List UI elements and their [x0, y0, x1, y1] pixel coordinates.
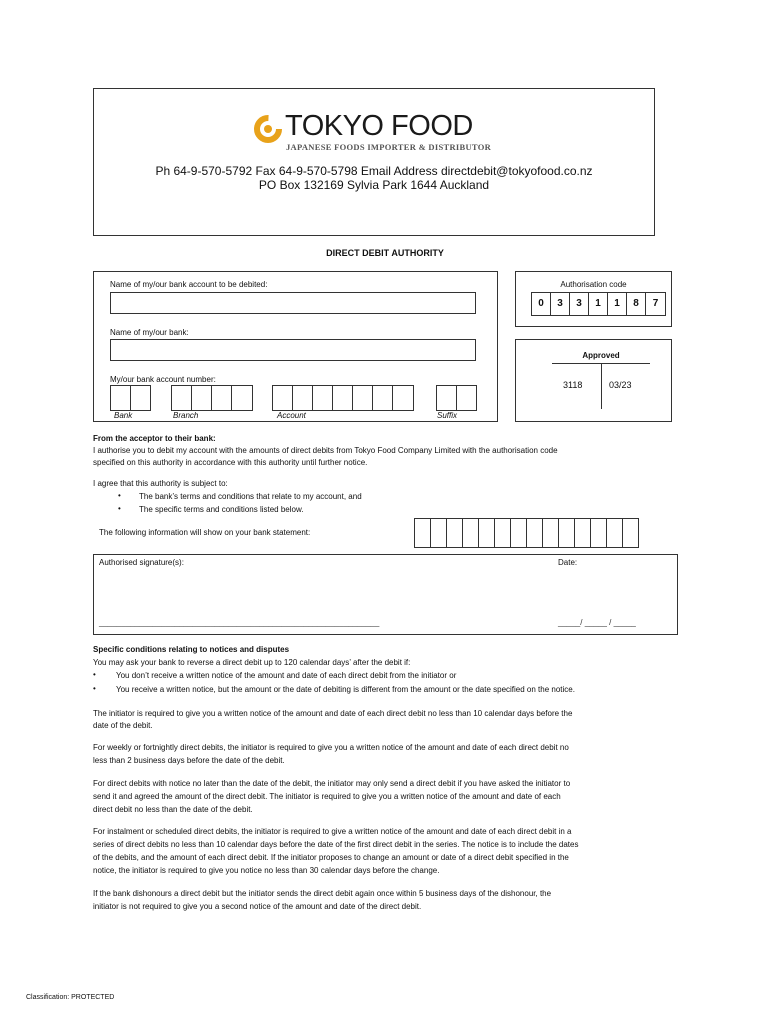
signature-label: Authorised signature(s): — [99, 558, 184, 567]
conditions-heading: Specific conditions relating to notices and disputes — [93, 645, 290, 654]
condition-paragraph-line: send it and agreed the amount of the direct debit. The initiator is required to give you a written notice of the amount and date of each — [93, 792, 561, 801]
acceptor-heading: From the acceptor to their bank: — [93, 434, 216, 443]
auth-code-digit: 8 — [627, 293, 646, 315]
approved-number: 3118 — [563, 380, 583, 390]
caption-account: Account — [277, 411, 306, 420]
caption-bank: Bank — [114, 411, 133, 420]
conditions-intro: You may ask your bank to reverse a direct debit up to 120 calendar days’ after the debit if: — [93, 658, 411, 667]
approved-divider — [601, 363, 602, 409]
acceptor-text-line: specified on this authority in accordance with this authority until further notice. — [93, 458, 368, 467]
bullet-icon: • — [118, 491, 121, 500]
condition-paragraph-line: If the bank dishonours a direct debit but the initiator sends the direct debit again once within 5 business days of the dishonour, the — [93, 889, 552, 898]
date-line: _____/ _____ / _____ — [558, 618, 636, 627]
company-logo — [253, 112, 503, 154]
bullet-icon: • — [93, 670, 96, 679]
agree-intro: I agree that this authority is subject to: — [93, 479, 228, 488]
auth-code-digit: 3 — [551, 293, 570, 315]
contact-line: Ph 64-9-570-5792 Fax 64-9-570-5798 Email Address directdebit@tokyofood.co.nz — [155, 164, 593, 178]
date-label: Date: — [558, 558, 578, 567]
approved-date: 03/23 — [609, 380, 632, 390]
classification-footer: Classification: PROTECTED — [26, 994, 115, 1001]
condition-paragraph-line: For weekly or fortnightly direct debits, the initiator is required to give you a written notice of the amount and date of each direct debit no — [93, 743, 569, 752]
caption-branch: Branch — [173, 411, 199, 420]
auth-code-digit: 3 — [570, 293, 589, 315]
condition-paragraph-line: The initiator is required to give you a written notice of the amount and date of each direct debit no less than 10 calendar days before the — [93, 709, 573, 718]
auth-code-digit: 1 — [589, 293, 608, 315]
logo-tagline: JAPANESE FOODS IMPORTER & DISTRIBUTOR — [286, 142, 492, 152]
caption-suffix: Suffix — [437, 411, 458, 420]
statement-label: The following information will show on your bank statement: — [99, 528, 311, 537]
account-code-field[interactable] — [272, 385, 414, 411]
bullet-icon: • — [93, 684, 96, 693]
address-line: PO Box 132169 Sylvia Park 1644 Auckland — [258, 178, 490, 192]
condition-paragraph-line: initiator is not required to give you a second notice of the amount and date of the direct debit. — [93, 902, 422, 911]
logo-wordmark: TOKYO FOOD — [285, 110, 473, 142]
auth-code-digit: 7 — [652, 298, 659, 309]
bullet-icon: • — [118, 504, 121, 513]
agree-item: The specific terms and conditions listed below. — [139, 505, 304, 514]
condition-paragraph-line: notice, the initiator is required to give you notice no less than 30 calendar days before the change. — [93, 866, 440, 875]
suffix-code-field[interactable] — [436, 385, 477, 411]
auth-code-digits — [531, 292, 666, 316]
condition-paragraph-line: date of the debit. — [93, 721, 153, 730]
condition-item: You receive a written notice, but the amount or the date of debiting is different from the amount or the date specified on the notice. — [116, 685, 575, 694]
condition-item: You don’t receive a written notice of the amount and date of each direct debit from the initiator or — [116, 671, 457, 680]
condition-paragraph-line: less than 2 business days before the date of the debit. — [93, 756, 285, 765]
approved-label: Approved — [552, 350, 650, 364]
bank-name-label: Name of my/our bank: — [110, 328, 189, 337]
account-name-label: Name of my/our bank account to be debited: — [110, 280, 268, 289]
condition-paragraph-line: direct debit no less than the date of the debit. — [93, 805, 253, 814]
agree-item: The bank’s terms and conditions that relate to my account, and — [139, 492, 362, 501]
auth-code-digit: 0 — [532, 293, 551, 315]
auth-code-digit: 1 — [608, 293, 627, 315]
account-name-field[interactable] — [110, 292, 476, 314]
bank-code-field[interactable] — [110, 385, 151, 411]
signature-line: _______________________________________________________________ — [99, 618, 380, 627]
branch-code-field[interactable] — [171, 385, 253, 411]
acceptor-text-line: I authorise you to debit my account with the amounts of direct debits from Tokyo Food Company Limited with the authorisation code — [93, 446, 558, 455]
logo-swirl-icon — [253, 114, 283, 144]
condition-paragraph-line: For instalment or scheduled direct debits, the initiator is required to give a written notice of the amount and date of each direct debit in a — [93, 827, 572, 836]
bank-name-field[interactable] — [110, 339, 476, 361]
account-number-label: My/our bank account number: — [110, 375, 216, 384]
condition-paragraph-line: of the debits, and the amount of each direct debit. If the initiator proposes to change an amount or date of a direct debit specified in the — [93, 853, 569, 862]
auth-code-label: Authorisation code — [560, 280, 627, 289]
form-title: DIRECT DEBIT AUTHORITY — [326, 248, 444, 258]
condition-paragraph-line: series of direct debits no less than 10 calendar days before the date of the first direct debit in the series. The notice is to include the dates — [93, 840, 579, 849]
bank-statement-reference-field[interactable] — [414, 518, 639, 548]
condition-paragraph-line: For direct debits with notice no later than the date of the debit, the initiator may only send a direct debit if you have asked the initiator to — [93, 779, 571, 788]
